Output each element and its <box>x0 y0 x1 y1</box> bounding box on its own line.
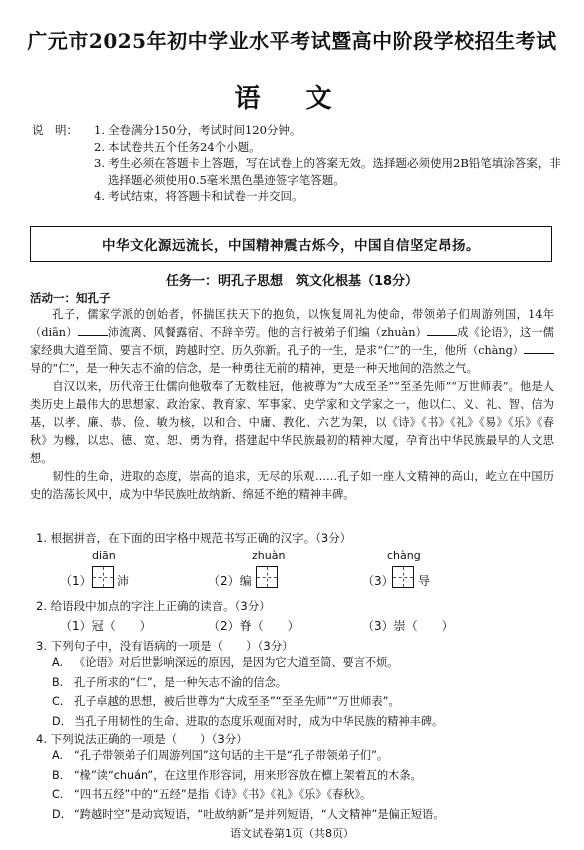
q1-item-num: （3） <box>362 574 394 588</box>
q1-item-num: （1） <box>60 574 92 588</box>
q2-item[interactable]: （3）崇（ ） <box>362 619 454 633</box>
pinyin-label: zhuàn <box>252 549 286 562</box>
instructions <box>32 122 562 205</box>
passage-paragraph-3: 韧性的生命，进取的态度，崇高的追求，无尽的乐观……孔子如一座人文精神的高山，屹立在中国历史的浩荡长风中，成为中华民族吐故纳新、绵延不绝的精神丰碑。 <box>30 470 554 501</box>
question-2-stem: 2. 给语段中加点的字注上正确的读音。（3分） <box>36 599 271 613</box>
pinyin-label: diān <box>92 549 116 562</box>
motto-text: 中华文化源远流长，中国精神震古烁今，中国自信坚定昂扬。 <box>102 238 480 254</box>
instruction-item: 3. 考生必须在答题卡上答题，写在试卷上的答案无效。选择题必须使用2B铅笔填涂答案，非选择题必须使用0.5毫米黑色墨迹签字笔答题。 <box>94 156 561 187</box>
tianzige-box[interactable] <box>392 566 414 588</box>
task-title: 任务一：明孔子思想 筑文化根基（18分） <box>165 274 419 289</box>
blank-1 <box>78 325 108 336</box>
option-c[interactable]: C. 孔子卓越的思想，被后世尊为“大成至圣”“至圣先师”“万世师表”。 <box>52 695 400 708</box>
question-4-options <box>52 746 564 824</box>
option-b[interactable]: B. 孔子所求的“仁”，是一种矢志不渝的信念。 <box>52 675 287 689</box>
motto-box <box>30 226 552 262</box>
activity-title: 活动一：知孔子 <box>30 291 111 305</box>
q1-item-num: （2）编 <box>208 574 252 588</box>
q2-item[interactable]: （1）冠（ ） <box>60 619 152 633</box>
instruction-item: 4. 考试结束，将答题卡和试卷一并交回。 <box>94 189 304 203</box>
instruction-item: 2. 本试卷共五个任务24个小题。 <box>94 139 261 154</box>
blank-3 <box>524 343 554 354</box>
option-b[interactable]: B. “椽”读“chuán”，在这里作形容词，用来形容放在檩上架着瓦的木条。 <box>52 768 422 782</box>
instructions-label: 说 明： <box>32 123 78 137</box>
question-4-stem: 4. 下列说法正确的一项是（ ）（3分） <box>36 732 248 746</box>
instruction-item: 1. 全卷满分150分，考试时间120分钟。 <box>94 123 302 137</box>
passage-paragraph-1: 孔子，儒家学派的创始者，怀揣匡扶天下的抱负，以恢复周礼为使命，带领弟子们周游列国，14年（diān） 沛流离、风餐露宿、不辞辛劳。他的言行被弟子们编（zhuàn） 成《论语》，这一儒家经典大道至简、要言不烦，跨越时空、历久弥新。孔子的一生，是求“仁”的一生，他所（chàng）导的“仁”，是一种矢志不渝的信念，是一种勇往无前的精神，更是一种天地间的浩然之气。 <box>30 308 554 375</box>
question-3-options <box>52 653 564 731</box>
pinyin-label: chàng <box>387 549 421 562</box>
option-a[interactable]: A. 《论语》对后世影响深远的原因，是因为它大道至简、要言不烦。 <box>52 656 399 669</box>
q1-item-after: 沛 <box>117 574 130 588</box>
passage-paragraph-2: 自汉以来，历代帝王仕儒向他敬奉了无数桂冠，他被尊为“大成至圣”“至圣先师”“万世师表”。他是人类历史上最伟大的思想家、政治家、教育家、军事家、史学家和文学家之一，他以仁、义、礼、智、信为基，以孝、廉、恭、俭、敏为核，以和合、中庸、教化、六艺为架，以《诗》《书》《礼》《易》《乐》《春秋》为橼，以忠、德、宽、恕、勇为脊，搭建起中华民族最初的精神大厦，孕育出中华民族最早的人文思想。 <box>30 380 554 465</box>
tianzige-box[interactable] <box>92 566 114 588</box>
reading-passage <box>30 306 554 504</box>
blank-2 <box>427 325 457 336</box>
question-3-stem: 3. 下列句子中，没有语病的一项是（ ）（3分） <box>36 639 294 653</box>
option-c[interactable]: C. “四书五经”中的“五经”是指《诗》《书》《礼》《乐》《春秋》。 <box>52 788 372 801</box>
subject-title: 语 文 <box>234 84 350 114</box>
option-d[interactable]: D. 当孔子用韧性的生命、进取的态度乐观面对时，成为中华民族的精神丰碑。 <box>52 714 444 728</box>
option-a[interactable]: A. “孔子带领弟子们周游列国”这句话的主干是“孔子带领弟子们”。 <box>52 749 389 762</box>
exam-title: 广元市2025年初中学业水平考试暨高中阶段学校招生考试 <box>27 29 557 53</box>
q1-item-after: 导 <box>418 574 431 588</box>
question-1-stem: 1. 根据拼音，在下面的田字格中规范书写正确的汉字。（3分） <box>36 531 352 545</box>
page-footer: 语文试卷第1页（共8页） <box>230 827 354 840</box>
option-d[interactable]: D. “跨越时空”是动宾短语，“吐故纳新”是并列短语，“人文精神”是偏正短语。 <box>52 807 445 821</box>
tianzige-box[interactable] <box>256 566 278 588</box>
q2-item[interactable]: （2）脊（ ） <box>208 619 300 633</box>
